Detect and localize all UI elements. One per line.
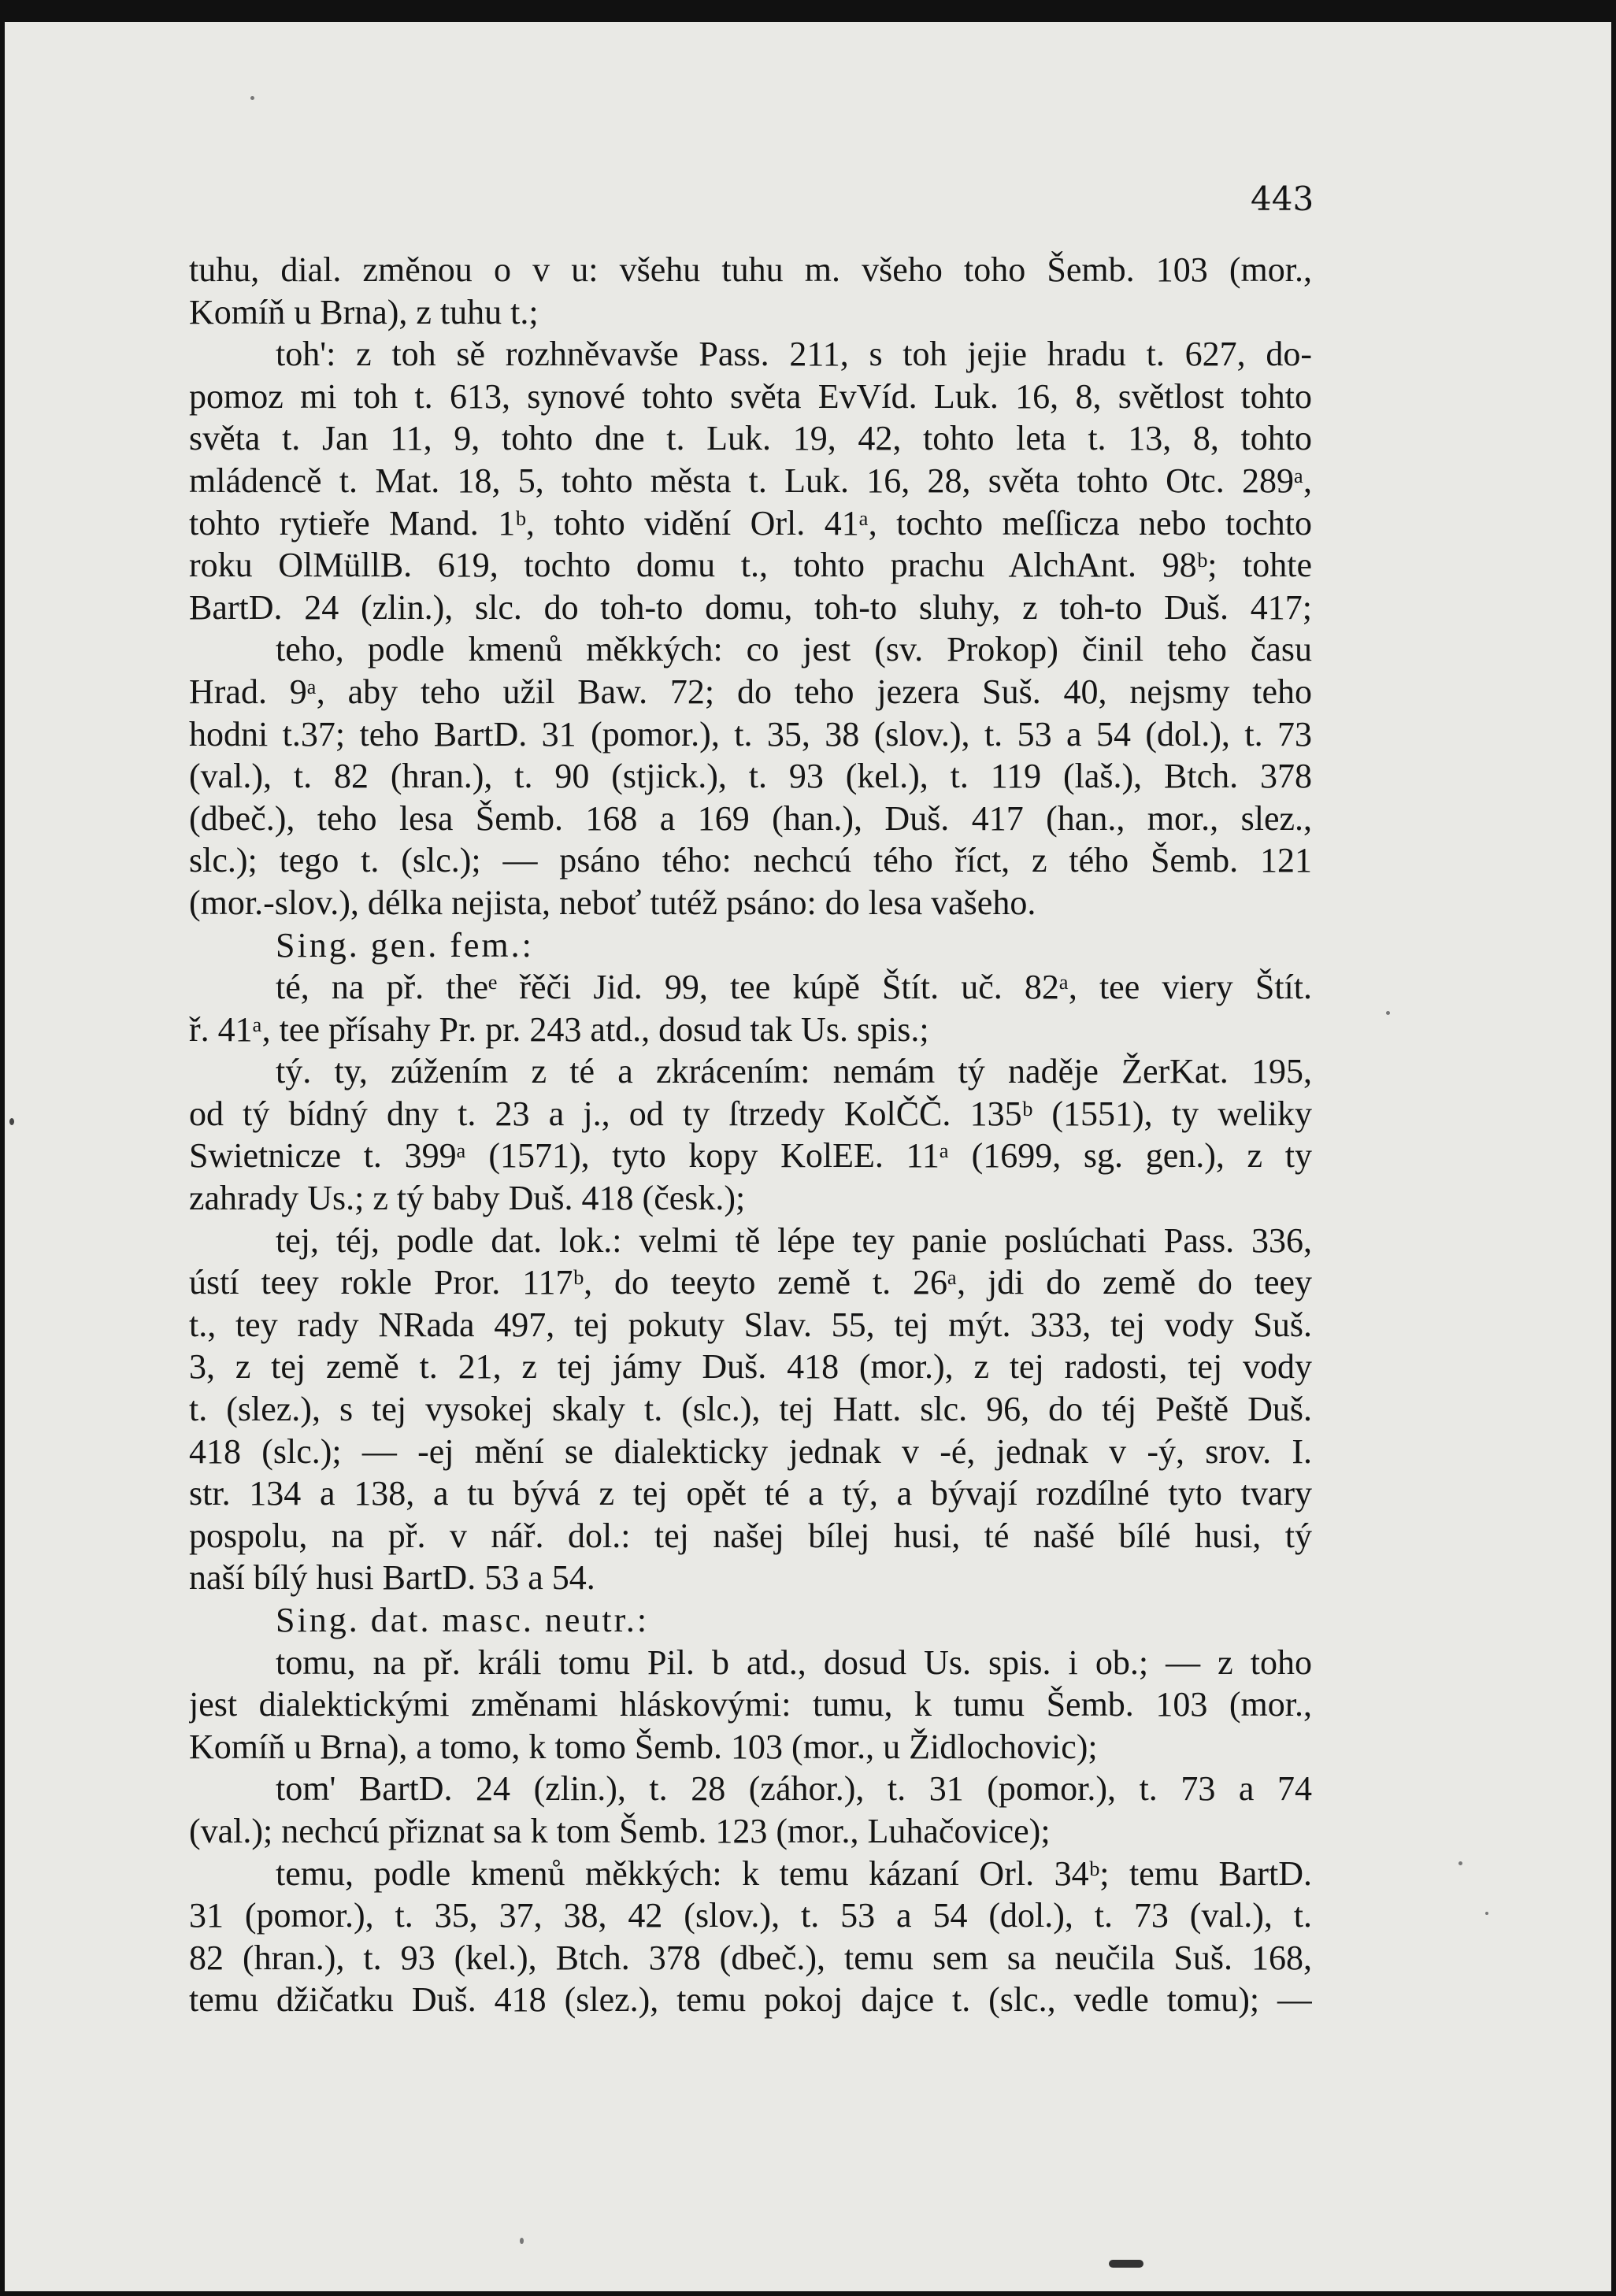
text-line: hodni t.37; teho BartD. 31 (pomor.), t. 35, 38 (slov.), t. 53 a 54 (dol.), t. 73 bbox=[189, 714, 1312, 754]
text-line: (val.); nechcú přiznat sa k tom Šemb. 123 (mor., Luhačovice); bbox=[189, 1811, 1051, 1850]
scan-speck bbox=[1458, 1861, 1462, 1865]
text-line: 31 (pomor.), t. 35, 37, 38, 42 (slov.), t. 53 a 54 (dol.), t. 73 (val.), t. bbox=[189, 1896, 1312, 1935]
text-line: str. 134 a 138, a tu bývá z tej opět té a tý, a bývají rozdílné tyto tvary bbox=[189, 1474, 1312, 1513]
text-line: tuhu, dial. změnou o v u: všehu tuhu m. všeho toho Šemb. 103 (mor., bbox=[189, 250, 1312, 289]
scan-speck bbox=[9, 1118, 14, 1125]
text-line: 418 (slc.); — -ej mění se dialekticky jednak v -é, jednak v -ý, srov. I. bbox=[189, 1431, 1312, 1471]
text-line: t. (slez.), s tej vysokej skaly t. (slc.), tej Hatt. slc. 96, do téj Peště Duš. bbox=[189, 1390, 1312, 1429]
text-line: Komíň u Brna), z tuhu t.; bbox=[189, 292, 539, 331]
text-line: tý. ty, zúžením z té a zkrácením: nemám tý naděje ŽerKat. 195, bbox=[276, 1052, 1312, 1091]
text-line: od tý bídný dny t. 23 a j., od ty ſtrzedy KolČČ. 135ᵇ (1551), ty weliky bbox=[189, 1094, 1312, 1133]
text-line: zahrady Us.; z tý baby Duš. 418 (česk.); bbox=[189, 1179, 746, 1218]
text-line: tej, téj, podle dat. lok.: velmi tě lépe tey panie poslúchati Pass. 336, bbox=[276, 1220, 1312, 1260]
text-line: světa t. Jan 11, 9, tohto dne t. Luk. 19, 42, tohto leta t. 13, 8, tohto bbox=[189, 419, 1312, 458]
text-line: Hrad. 9ᵃ, aby teho užil Baw. 72; do teho jezera Suš. 40, nejsmy teho bbox=[189, 672, 1312, 711]
text-line: BartD. 24 (zlin.), slc. do toh-to domu, toh-to sluhy, z toh-to Duš. 417; bbox=[189, 587, 1312, 627]
page-number: 443 bbox=[1251, 180, 1314, 218]
text-line: temu džičatku Duš. 418 (slez.), temu pokoj dajce t. (slc., vedle tomu); — bbox=[189, 1980, 1312, 2020]
text-line: naší bílý husi BartD. 53 a 54. bbox=[189, 1558, 595, 1598]
scan-speck bbox=[520, 2238, 524, 2244]
text-line: temu, podle kmenů měkkých: k temu kázaní Orl. 34ᵇ; temu BartD. bbox=[276, 1853, 1312, 1893]
text-line: ř. 41ᵃ, tee přísahy Pr. pr. 243 atd., dosud tak Us. spis.; bbox=[189, 1009, 929, 1049]
scan-speck bbox=[1485, 1912, 1488, 1915]
text-line: slc.); tego t. (slc.); — psáno tého: nechcú tého říct, z tého Šemb. 121 bbox=[189, 841, 1312, 880]
scan-border bbox=[5, 5, 1616, 22]
text-line: (mor.-slov.), délka nejista, neboť tutéž psáno: do lesa vašeho. bbox=[189, 883, 1036, 922]
text-line: toh': z toh sě rozhněvavše Pass. 211, s toh jejie hradu t. 627, do- bbox=[276, 335, 1312, 374]
scan-speck bbox=[1109, 2260, 1143, 2268]
section-heading: Sing. gen. fem.: bbox=[276, 925, 534, 965]
text-line: (dbeč.), teho lesa Šemb. 168 a 169 (han.), Duš. 417 (han., mor., slez., bbox=[189, 798, 1312, 838]
text-line: pospolu, na př. v nář. dol.: tej našej bílej husi, té našé bílé husi, tý bbox=[189, 1516, 1312, 1555]
text-line: Komíň u Brna), a tomo, k tomo Šemb. 103 (mor., u Židlochovic); bbox=[189, 1727, 1098, 1766]
text-line: 3, z tej země t. 21, z tej jámy Duš. 418 (mor.), z tej radosti, tej vody bbox=[189, 1347, 1312, 1387]
text-line: jest dialektickými změnami hláskovými: tumu, k tumu Šemb. 103 (mor., bbox=[189, 1685, 1312, 1724]
text-line: tom' BartD. 24 (zlin.), t. 28 (záhor.), t. 31 (pomor.), t. 73 a 74 bbox=[276, 1769, 1312, 1809]
text-line: t., tey rady NRada 497, tej pokuty Slav. 55, tej mýt. 333, tej vody Suš. bbox=[189, 1305, 1312, 1344]
text-line: Swietnicze t. 399ᵃ (1571), tyto kopy KolEE. 11ᵃ (1699, sg. gen.), z ty bbox=[189, 1136, 1312, 1176]
dictionary-text bbox=[189, 249, 1312, 2021]
text-line: tohto rytieře Mand. 1ᵇ, tohto vidění Orl. 41ᵃ, tochto meſſicza nebo tochto bbox=[189, 503, 1312, 543]
text-line: tomu, na př. králi tomu Pil. b atd., dosud Us. spis. i ob.; — z toho bbox=[276, 1642, 1312, 1682]
scan-speck bbox=[250, 96, 254, 100]
text-line: roku OlMüllB. 619, tochto domu t., tohto prachu AlchAnt. 98ᵇ; tohte bbox=[189, 546, 1312, 585]
scan-speck bbox=[1386, 1011, 1390, 1015]
text-line: ústí teey rokle Pror. 117ᵇ, do teeyto země t. 26ᵃ, jdi do země do teey bbox=[189, 1263, 1312, 1302]
text-line: 82 (hran.), t. 93 (kel.), Btch. 378 (dbeč.), temu sem sa neučila Suš. 168, bbox=[189, 1938, 1312, 1977]
text-line: mládencě t. Mat. 18, 5, tohto města t. Luk. 16, 28, světa tohto Otc. 289ᵃ, bbox=[189, 461, 1312, 500]
text-line: té, na př. theᵉ řěči Jid. 99, tee kúpě Štít. uč. 82ᵃ, tee viery Štít. bbox=[276, 968, 1312, 1007]
text-line: pomoz mi toh t. 613, synové tohto světa EvVíd. Luk. 16, 8, světlost tohto bbox=[189, 376, 1312, 416]
section-heading: Sing. dat. masc. neutr.: bbox=[276, 1601, 650, 1639]
text-line: (val.), t. 82 (hran.), t. 90 (stjick.), t. 93 (kel.), t. 119 (laš.), Btch. 378 bbox=[189, 757, 1312, 796]
text-line: teho, podle kmenů měkkých: co jest (sv. Prokop) činil teho času bbox=[276, 630, 1312, 669]
